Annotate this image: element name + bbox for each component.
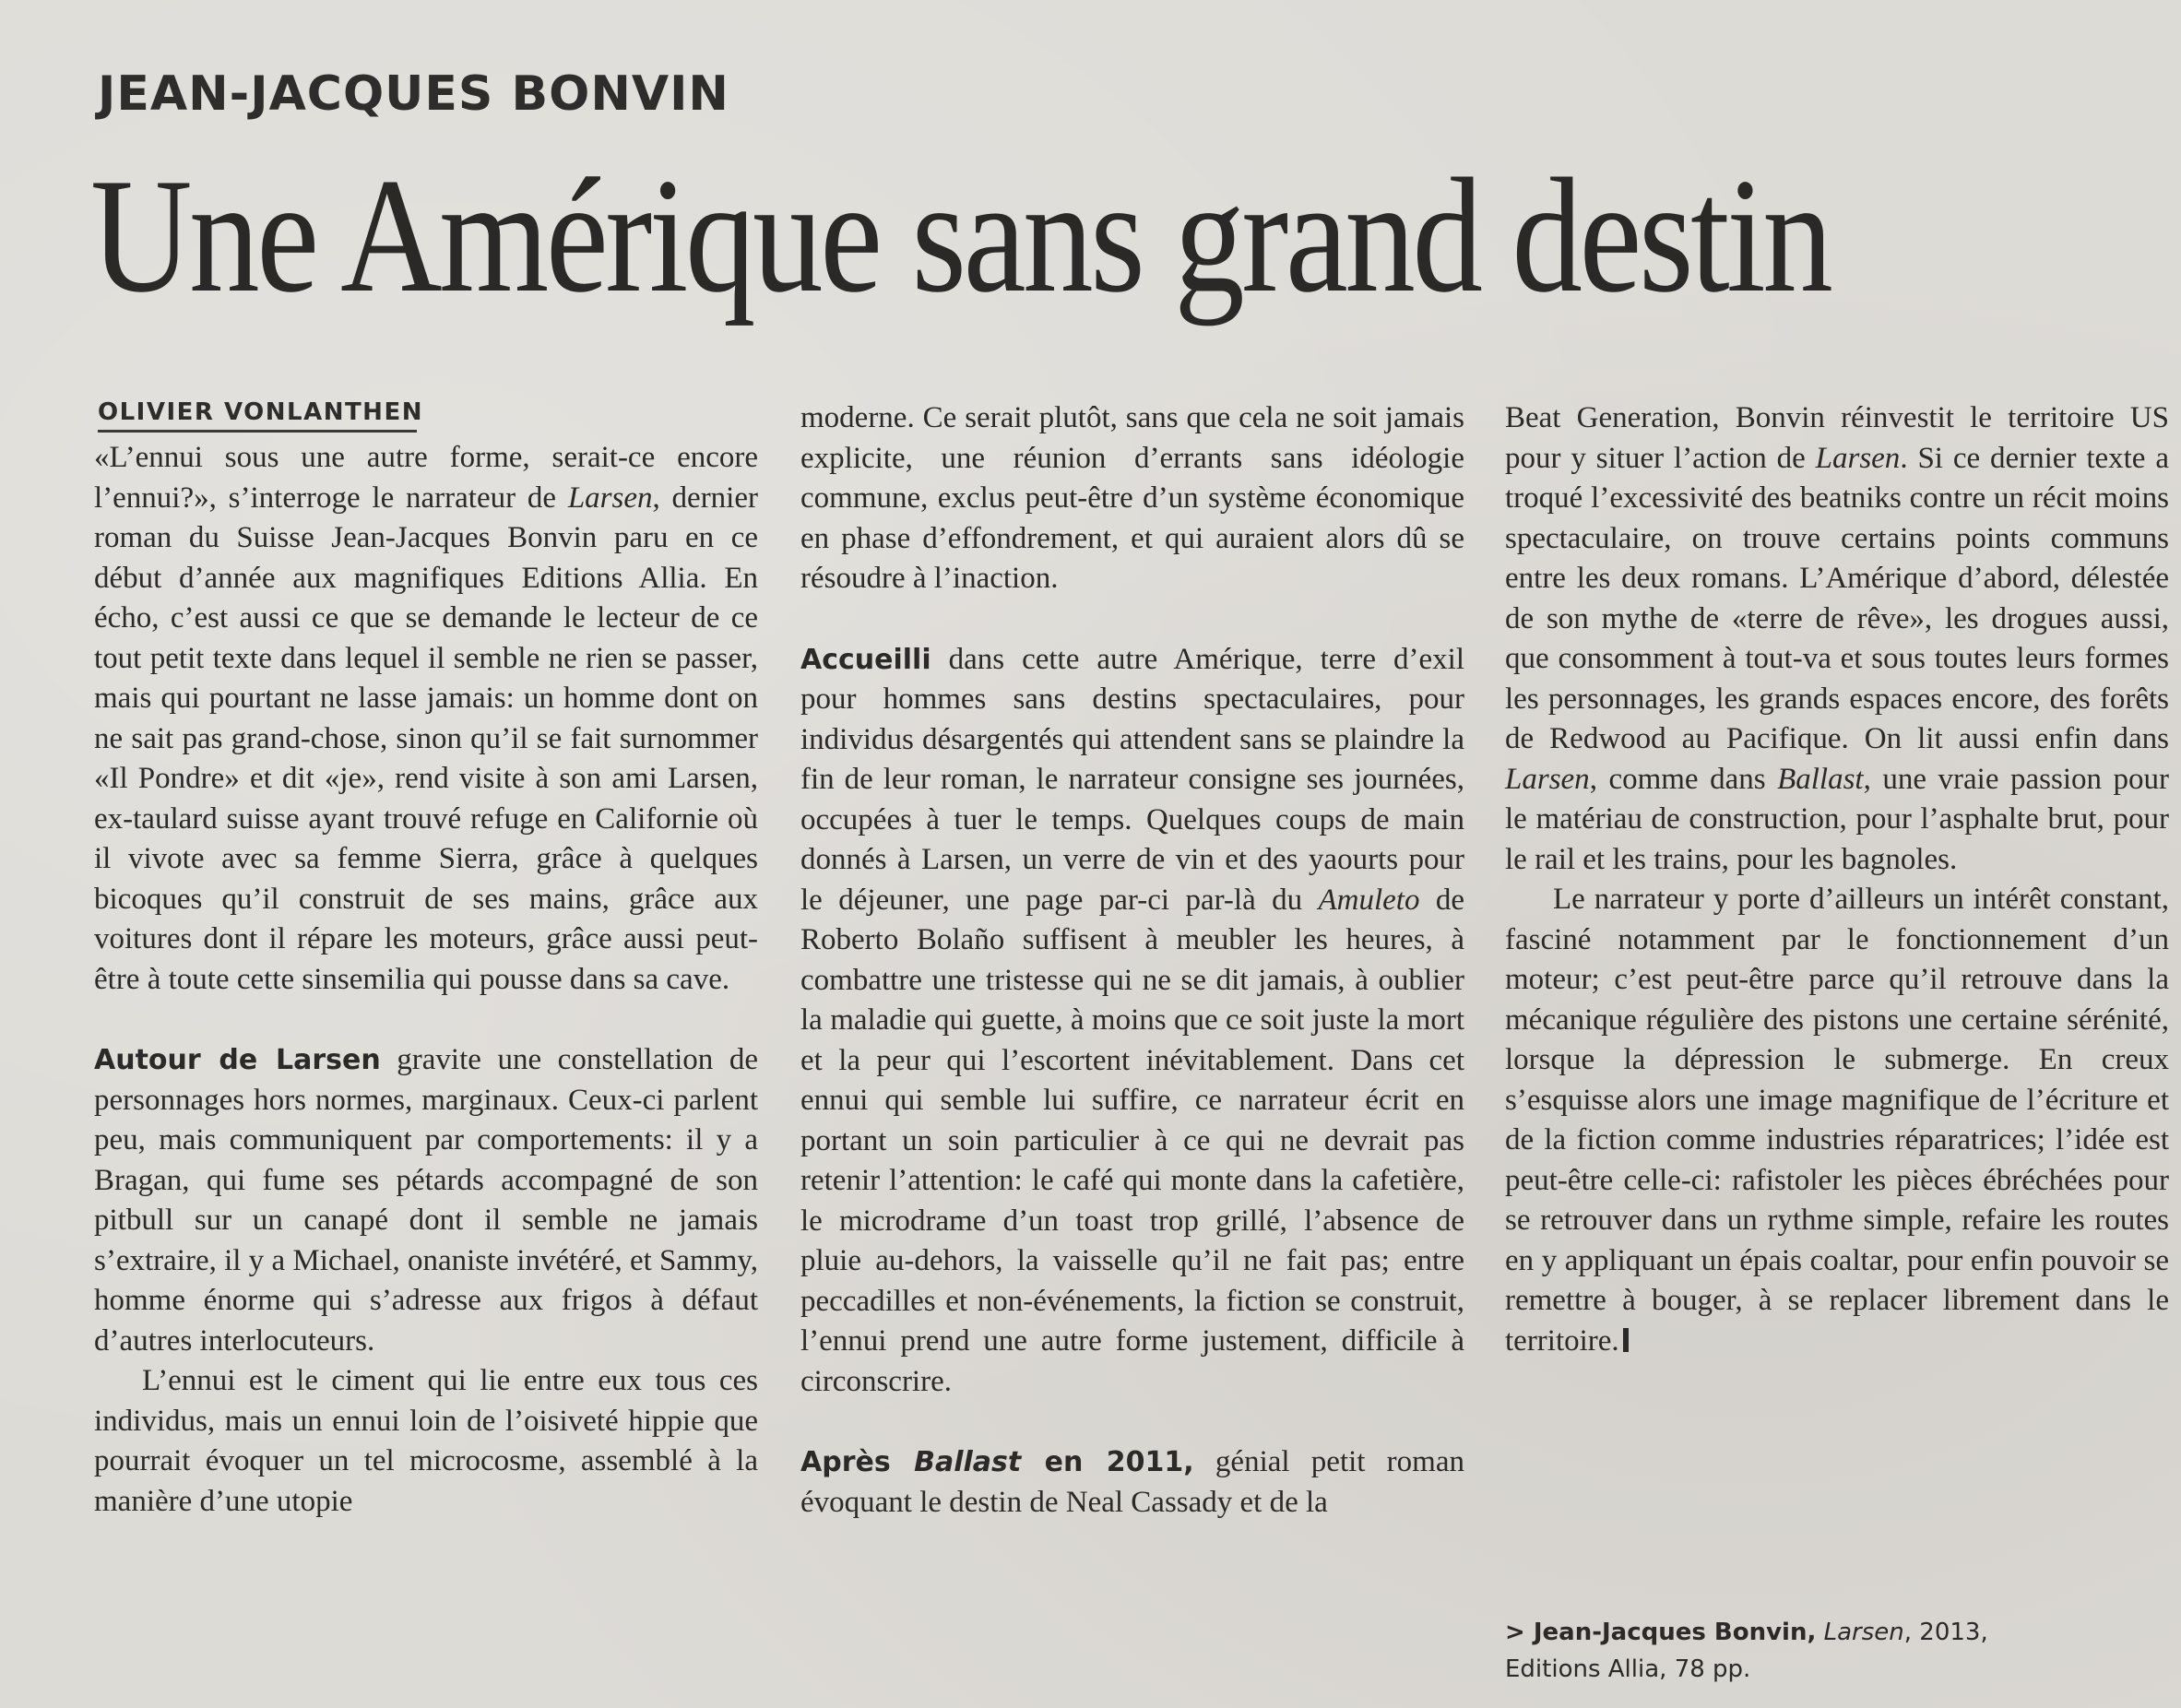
paragraph-1-rest: , dernier roman du Suisse Jean-Jacques Bonvin paru en ce début d’année aux magnifiques Editions Allia. En écho, c’est aussi ce que se demande le lecteur de ce tout petit texte dans lequel il semble ne rien se passer, mais qui pourtant ne lasse jamais: un homme dont on ne sait pas grand-chose, sinon qu’il se fait surnommer «Il Pondre» et dit «je», rend visite à son ami Larsen, ex-taulard suisse ayant trouvé refuge en Californie où il vivote avec sa femme Sierra, grâce à quelques bicoques qu’il construit de ses mains, grâce aux voitures dont il répare les moteurs, grâce aussi peut-être à toute cette sinsemilia qui pousse dans sa cave. xyxy=(94,480,758,996)
headline: Une Amérique sans grand destin xyxy=(90,144,1831,326)
paragraph-3-text: L’ennui est le ciment qui lie entre eux tous ces individus, mais un ennui loin de l’oisiveté hippie que pourrait évoquer un tel microcosme, assemblé à la manière d’une utopie xyxy=(94,1364,758,1518)
source-line-1 xyxy=(1505,1614,2169,1651)
paragraph-5-title-2: Larsen xyxy=(1505,762,1590,796)
end-mark xyxy=(1623,1328,1629,1352)
paragraph-4-text-a: dans cette autre Amérique, terre d’exil pour hommes sans destins spectaculaires, pour individus désargentés qui attendent sans se plaindre la fin de leur roman, le narrateur consigne ses journées, occupées à tuer le temps. Quelques coups de main donnés à Larsen, un verre de vin et des yaourts pour le déjeuner, une page par-ci par-là du xyxy=(800,642,1464,917)
paragraph-2-text: gravite une constellation de personnages hors normes, marginaux. Ceux-ci parlent peu, mais communiquent par comportements: il y a Bragan, qui fume ses pétards accompagné de son pitbull sur un canapé dont il semble ne jamais s’extraire, il y a Michael, onaniste invétéré, et Sammy, homme énorme qui s’adresse aux frigos à défaut d’autres interlocuteurs. xyxy=(94,1043,759,1358)
paragraph-6-text: Le narrateur y porte d’ailleurs un intérêt constant, fasciné notamment par le fonctionnement d’un moteur; c’est peut-être parce qu’il retrouve dans la mécanique régulière des pistons une certaine sérénité, lorsque la dépression le submerge. En creux s’esquisse alors une image magnifique de l’écriture et de la fiction comme industries réparatrices; l’idée est peut-être celle-ci: rafistoler les pièces ébréchées pour se retrouver dans un rythme simple, refaire les routes en y appliquant un épais coaltar, pour enfin pouvoir se remettre à bouger, à se replacer librement dans le territoire. xyxy=(1505,883,2169,1358)
paragraph-5 xyxy=(800,1442,1464,1523)
paragraph-5-title: Larsen xyxy=(1815,441,1901,475)
paragraph-5-continued xyxy=(1505,398,2169,880)
paragraph-4 xyxy=(800,640,1464,1403)
paragraph-5-lead-b: en 2011, xyxy=(1021,1446,1194,1478)
paragraph-3-cont-text: moderne. Ce serait plutôt, sans que cela ne soit jamais explicite, une réunion d’errants sans idéologie commune, exclus peut-être d’un système économique en phase d’effondrement, et qui auraient alors dû se résoudre à l’inaction. xyxy=(800,401,1464,595)
column-2 xyxy=(800,398,1464,1523)
source-year: , 2013, xyxy=(1903,1619,1988,1646)
paragraph-5-text-e: , une vraie passion pour le matériau de construction, pour l’asphalte brut, pour le rail et les trains, pour les bagnoles. xyxy=(1505,762,2169,876)
paragraph-5-text-c: . Si ce dernier texte a troqué l’excessivité des beatniks contre un récit moins spectaculaire, on trouve certains points communs entre les deux romans. L’Amérique d’abord, délestée de son mythe de «terre de rêve», les drogues aussi, que consomment à tout-va et sous toutes leurs formes les personnages, les grands espaces encore, des forêts de Redwood au Pacifique. On lit aussi enfin dans xyxy=(1505,441,2169,755)
paragraph-2 xyxy=(94,1040,758,1361)
paragraph-1-text: «L’ennui sous une autre forme, serait-ce encore l’ennui?», s’interroge le narrateur de xyxy=(94,441,758,515)
paragraph-3-continued xyxy=(800,398,1464,599)
column-1 xyxy=(94,438,758,1522)
paragraph-5-lead-a: Après xyxy=(800,1446,915,1478)
source-note xyxy=(1505,1614,2169,1688)
paragraph-5-text-b: Beat Generation, Bonvin réinvestit le territoire US pour y situer l’action de xyxy=(1505,401,2169,475)
source-publisher: Editions Allia, 78 pp. xyxy=(1505,1655,1751,1683)
byline: OLIVIER VONLANTHEN xyxy=(98,398,423,426)
source-author: > Jean-Jacques Bonvin, xyxy=(1505,1619,1817,1646)
paragraph-3 xyxy=(94,1361,758,1522)
paragraph-5-text-d: , comme dans xyxy=(1589,762,1778,796)
paragraph-6 xyxy=(1505,880,2169,1361)
column-3 xyxy=(1505,398,2169,1361)
source-title: Larsen xyxy=(1823,1619,1904,1646)
paragraph-1 xyxy=(94,438,758,1000)
paragraph-4-text-b: de Roberto Bolaño suffisent à meubler les heures, à combattre une tristesse qui ne se dit jamais, à oublier la maladie qui guette, à moins que ce soit juste la mort et la peur qui l’escortent inévitablement. Dans cet ennui qui semble lui suffire, ce narrateur écrit en portant un soin particulier à ce qui ne devrait pas retenir l’attention: le café qui monte dans la cafetière, le microdrame d’un toast trop grillé, l’absence de pluie au-dehors, la vaisselle qu’il ne fait pas; entre peccadilles et non-événements, la fiction se construit, l’ennui prend une autre forme justement, difficile à circonscrire. xyxy=(800,883,1464,1398)
byline-rule xyxy=(98,430,417,433)
paragraph-4-lead: Accueilli xyxy=(800,643,931,676)
paragraph-5-lead-title: Ballast xyxy=(914,1446,1022,1478)
paragraph-5-title-3: Ballast xyxy=(1777,762,1864,796)
paragraph-4-title: Amuleto xyxy=(1318,883,1420,917)
paragraph-1-title: Larsen xyxy=(567,480,653,515)
paragraph-2-lead: Autour de Larsen xyxy=(94,1044,381,1076)
paragraph-5-text-a: génial petit roman évoquant le destin de Neal Cassady et de la xyxy=(800,1445,1464,1519)
kicker: JEAN-JACQUES BONVIN xyxy=(98,66,729,122)
